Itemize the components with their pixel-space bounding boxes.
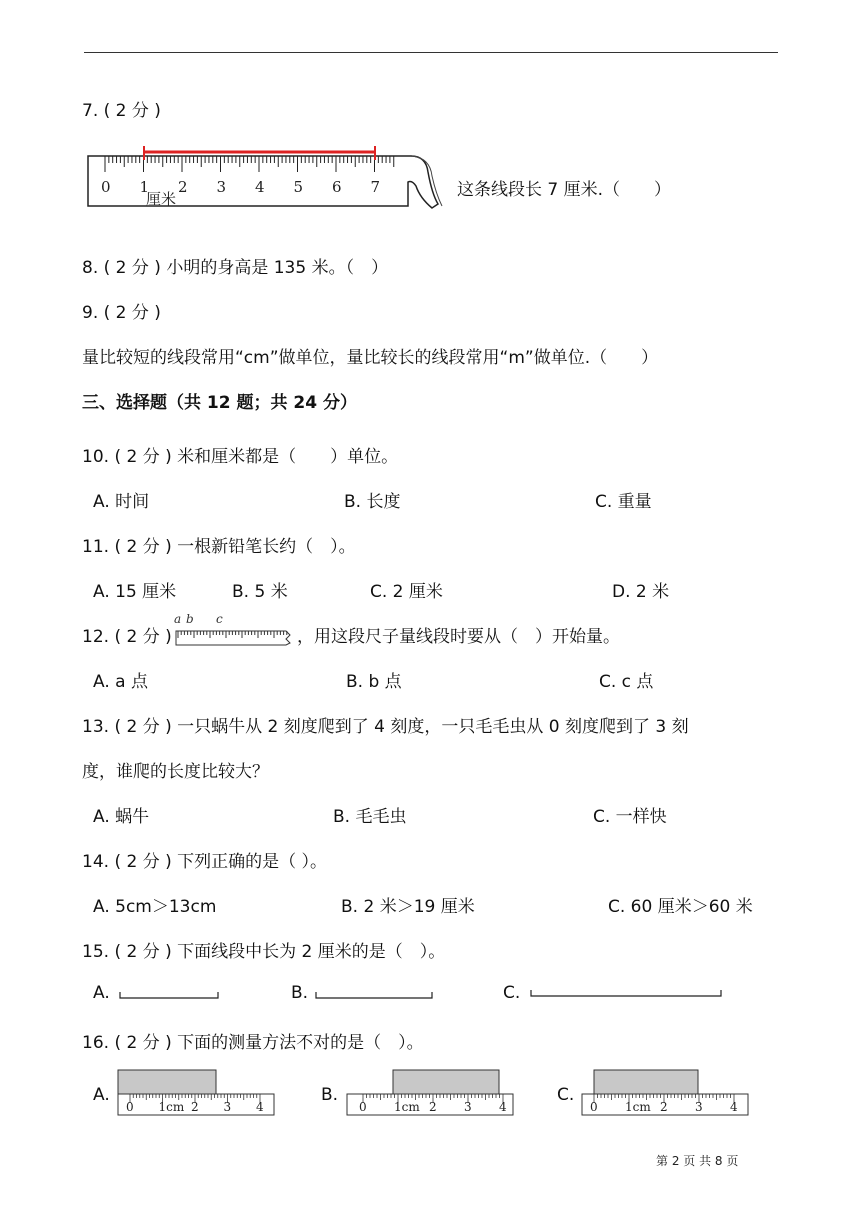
q9-label: 9. ( 2 分 )	[82, 303, 161, 323]
q7-ruler-number: 3	[216, 178, 227, 196]
q13-line2: 度，谁爬的长度比较大？	[82, 762, 269, 782]
section-3-heading: 三、选择题（共 12 题；共 24 分）	[82, 393, 357, 413]
q16-figure-c	[580, 1068, 750, 1118]
q7-ruler-figure	[86, 142, 446, 214]
q12-label: 12. ( 2 分 )	[82, 627, 172, 647]
q7-ruler-number: 7	[370, 178, 381, 196]
q12-label-a: a	[174, 612, 182, 626]
q12-option-a[interactable]: A. a 点	[93, 672, 148, 692]
q7-ruler-number: 5	[293, 178, 304, 196]
q13-option-a[interactable]: A. 蜗牛	[93, 807, 150, 827]
header-rule	[84, 52, 778, 53]
q16-option-c[interactable]: C.	[557, 1085, 575, 1105]
q12-ruler-figure	[170, 611, 295, 647]
q7-label: 7. ( 2 分 )	[82, 101, 161, 121]
q16-ruler-number: 4	[499, 1100, 507, 1114]
q16-option-a[interactable]: A.	[93, 1085, 110, 1105]
q13-option-b[interactable]: B. 毛毛虫	[333, 807, 407, 827]
q15-option-b[interactable]: B.	[291, 983, 309, 1003]
q15-option-c[interactable]: C.	[503, 983, 521, 1003]
q7-ruler-number: 1	[139, 178, 150, 196]
q16-ruler-number: 2	[191, 1100, 199, 1114]
q12-label-c: c	[216, 612, 223, 626]
q7-ruler-number: 4	[255, 178, 265, 196]
q16-ruler-number: 3	[464, 1100, 472, 1114]
q16-ruler-number: 4	[256, 1100, 264, 1114]
q16-ruler-number: 0	[590, 1100, 598, 1114]
q14-option-a[interactable]: A. 5cm＞13cm	[93, 897, 217, 917]
q10-option-b[interactable]: B. 长度	[344, 492, 401, 512]
q12-option-c[interactable]: C. c 点	[599, 672, 654, 692]
q8-text: 8. ( 2 分 ) 小明的身高是 135 米。（ ）	[82, 258, 389, 278]
q12-label-b: b	[186, 612, 194, 626]
q16-ruler-number: 3	[223, 1100, 232, 1114]
q12-option-b[interactable]: B. b 点	[346, 672, 402, 692]
q16-ruler-number: 4	[730, 1100, 738, 1114]
q16-ruler-number: 2	[660, 1100, 668, 1114]
q11-text: 11. ( 2 分 ) 一根新铅笔长约（ ）。	[82, 537, 356, 557]
q16-text: 16. ( 2 分 ) 下面的测量方法不对的是（ ）。	[82, 1033, 424, 1053]
q7-ruler-number: 0	[101, 178, 111, 196]
q15-text: 15. ( 2 分 ) 下面线段中长为 2 厘米的是（ ）。	[82, 942, 446, 962]
page-footer: 第 2 页 共 8 页	[656, 1154, 739, 1168]
q16-ruler-number: 0	[126, 1100, 134, 1114]
q10-option-c[interactable]: C. 重量	[595, 492, 652, 512]
q16-ruler-number: 1cm	[158, 1100, 185, 1114]
q16-figure-b	[345, 1068, 515, 1118]
q14-option-c[interactable]: C. 60 厘米＞60 米	[608, 897, 753, 917]
q14-option-b[interactable]: B. 2 米＞19 厘米	[341, 897, 475, 917]
q7-ruler-number: 6	[332, 178, 342, 196]
q10-text: 10. ( 2 分 ) 米和厘米都是（ ）单位。	[82, 447, 399, 467]
q13-option-c[interactable]: C. 一样快	[593, 807, 667, 827]
q15-segment-a	[118, 990, 222, 1002]
q11-option-b[interactable]: B. 5 米	[232, 582, 288, 602]
q16-ruler-number: 2	[429, 1100, 437, 1114]
q16-option-b[interactable]: B.	[321, 1085, 339, 1105]
q7-text: 这条线段长 7 厘米.（ ）	[457, 180, 672, 200]
q15-option-a[interactable]: A.	[93, 983, 110, 1003]
q15-segment-c	[529, 988, 725, 1000]
q16-ruler-number: 1cm	[625, 1100, 651, 1114]
q7-ruler-number: 2	[178, 178, 188, 196]
q15-segment-b	[314, 990, 436, 1002]
q16-ruler-number: 3	[695, 1100, 703, 1114]
q11-option-a[interactable]: A. 15 厘米	[93, 582, 177, 602]
q7-ruler-unit: 厘米	[146, 190, 177, 208]
q9-text: 量比较短的线段常用“cm”做单位，量比较长的线段常用“m”做单位.（ ）	[82, 348, 659, 368]
q16-figure-a	[116, 1068, 276, 1118]
q16-ruler-number: 0	[359, 1100, 367, 1114]
q10-option-a[interactable]: A. 时间	[93, 492, 150, 512]
q14-text: 14. ( 2 分 ) 下列正确的是（ ）。	[82, 852, 328, 872]
q13-line1: 13. ( 2 分 ) 一只蜗牛从 2 刻度爬到了 4 刻度，一只毛毛虫从 0 刻度爬到了 3 刻	[82, 717, 689, 737]
q11-option-d[interactable]: D. 2 米	[612, 582, 670, 602]
q12-text: ，用这段尺子量线段时要从（ ）开始量。	[297, 627, 620, 647]
q16-ruler-number: 1cm	[394, 1100, 420, 1114]
q11-option-c[interactable]: C. 2 厘米	[370, 582, 443, 602]
